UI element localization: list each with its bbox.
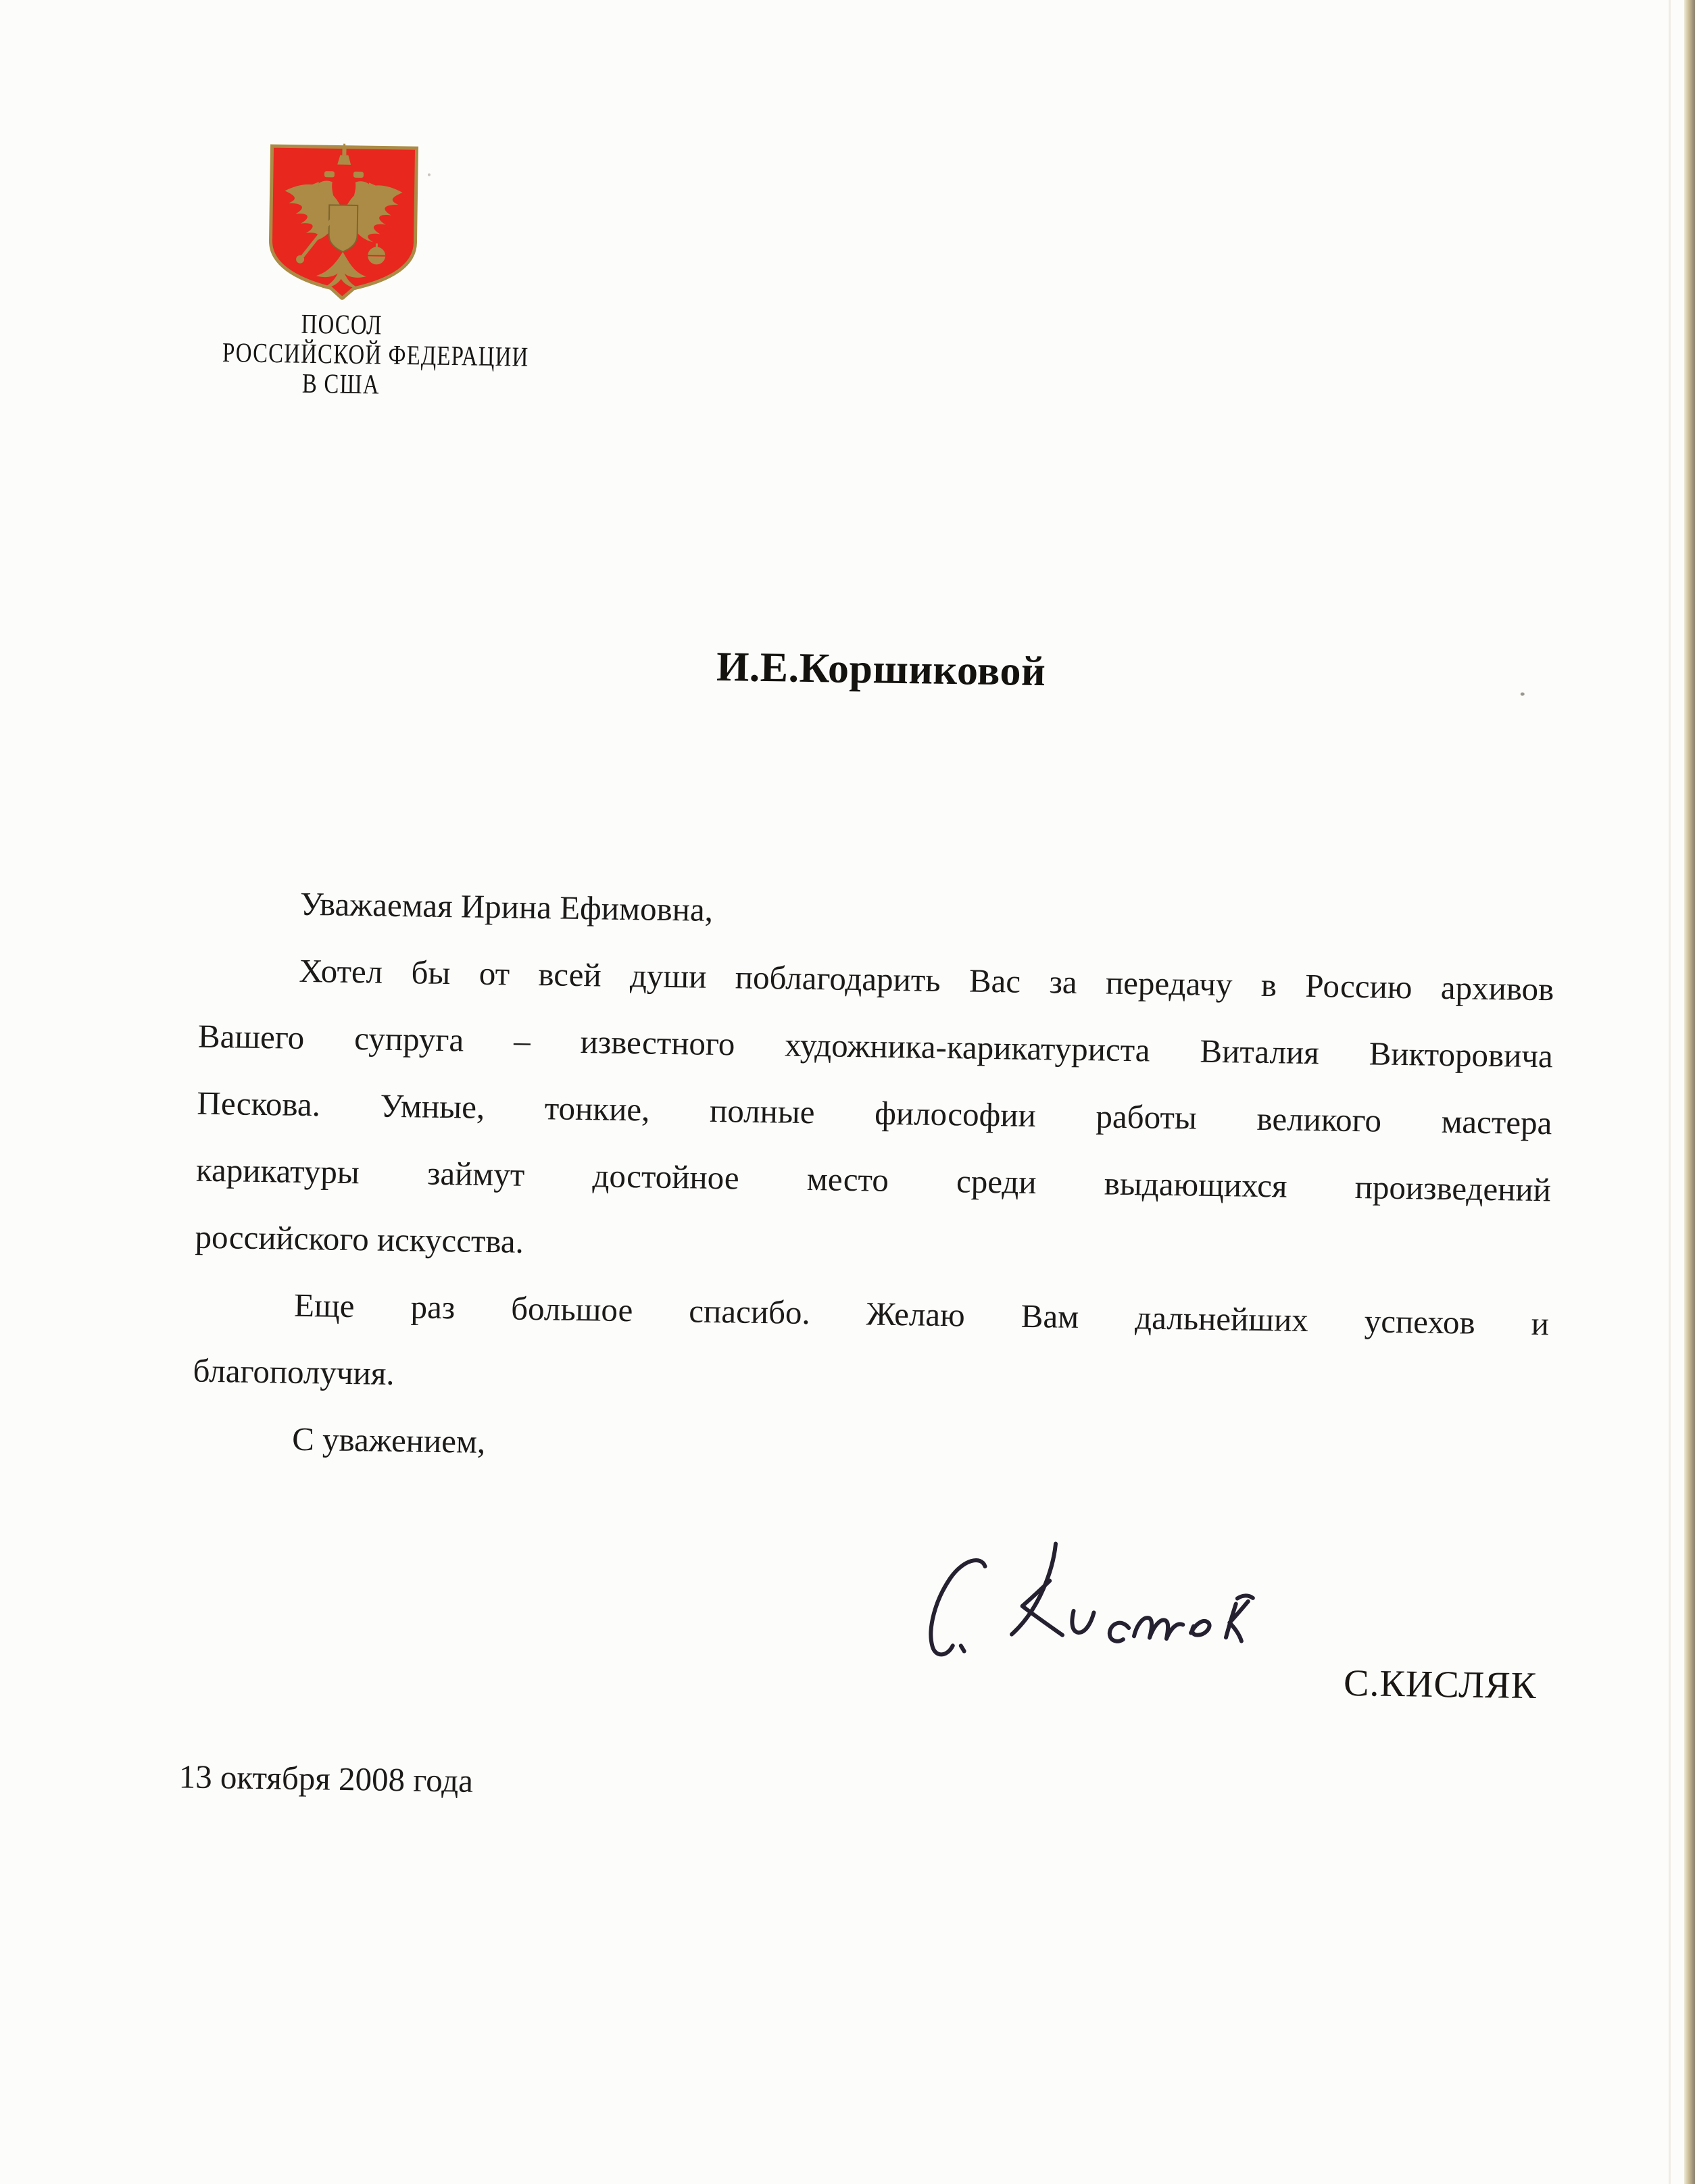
letterhead-line-usa: В США xyxy=(301,367,380,400)
body-line: Хотел бы от всей души поблагодарить Вас за передачу в Россию архивов xyxy=(299,951,1554,1008)
scan-edge-shadow xyxy=(1684,0,1695,2184)
body-line: благополучия. xyxy=(193,1351,395,1392)
letter-body xyxy=(191,869,1555,1491)
body-line: Вашего супруга – известного художника-карикатуриста Виталия Викторовича xyxy=(197,1017,1554,1075)
letterhead-title xyxy=(222,307,529,400)
body-line: российского искусства. xyxy=(195,1218,524,1260)
body-line: Пескова. Умные, тонкие, полные философии работы великого мастера xyxy=(197,1084,1552,1142)
salutation-line: Уважаемая Ирина Ефимовна, xyxy=(299,885,714,928)
scan-edge-faint-line xyxy=(1669,0,1671,2184)
letterhead-line-posol: ПОСОЛ xyxy=(301,307,383,341)
handwritten-signature-icon xyxy=(918,1527,1289,1677)
body-line: Еще раз большое спасибо. Желаю Вам дальнейших успехов и xyxy=(293,1286,1550,1343)
scan-dust-speck xyxy=(1521,693,1525,696)
letter-date: 13 октября 2008 года xyxy=(178,1758,474,1800)
signer-printed-name: С.КИСЛЯК xyxy=(1343,1662,1538,1708)
body-line: карикатуры займут достойное место среди выдающихся произведений xyxy=(195,1151,1552,1209)
closing-line: С уважением, xyxy=(291,1420,486,1460)
russia-coat-of-arms-icon xyxy=(264,139,422,301)
letterhead xyxy=(192,138,529,400)
addressee-name: И.Е.Коршиковой xyxy=(716,643,1046,695)
letterhead-line-federation: РОССИЙСКОЙ ФЕДЕРАЦИИ xyxy=(222,337,529,372)
scan-dust-speck xyxy=(428,174,431,176)
